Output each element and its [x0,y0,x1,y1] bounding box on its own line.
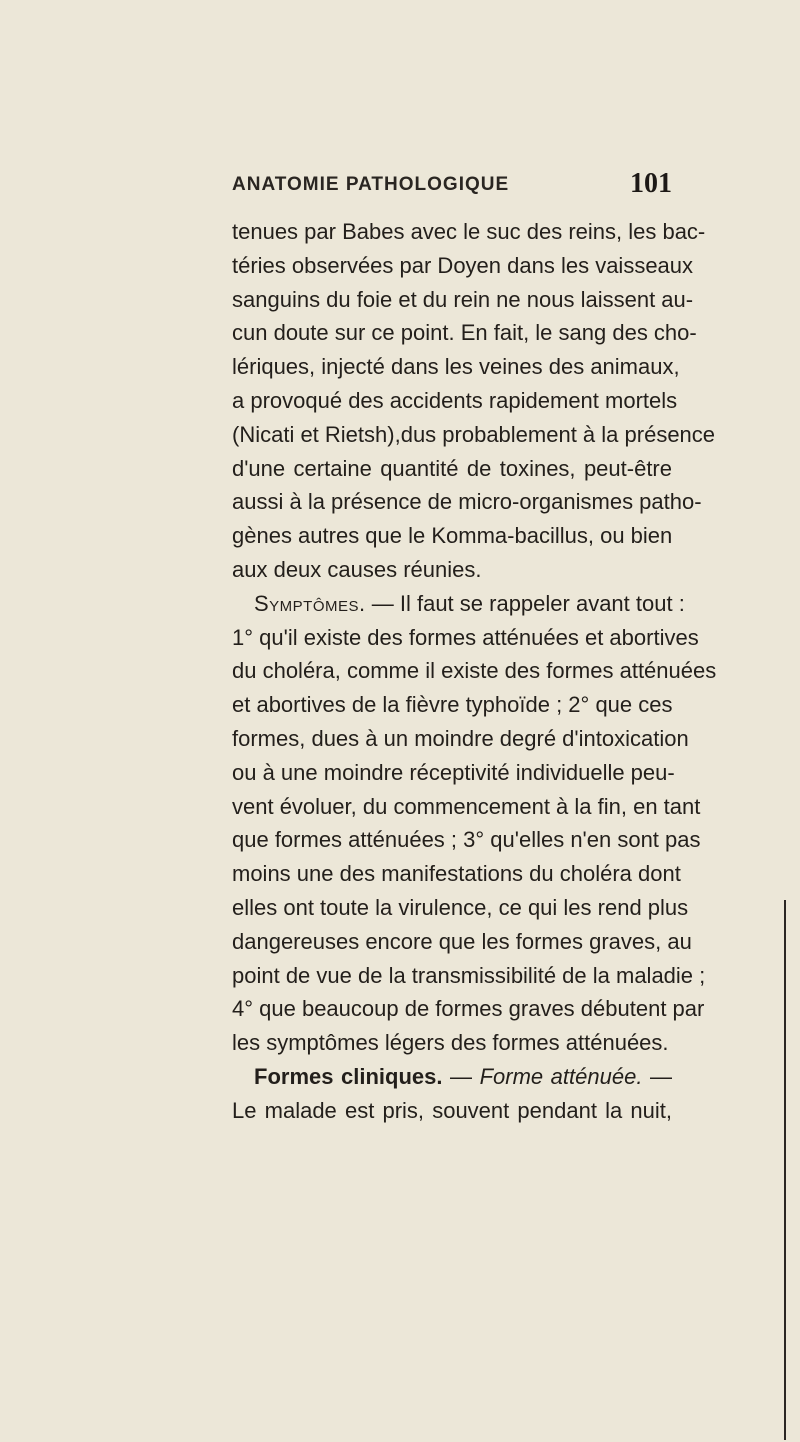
text-line: que formes atténuées ; 3° qu'elles n'en sont pas [232,827,701,853]
symptomes-first-line [232,587,685,621]
text-line: aux deux causes réunies. [232,556,482,582]
text-line: (Nicati et Rietsh),dus probablement à la présence [232,421,716,447]
text-line: d'une certaine quantité de toxines, peut-être [232,455,672,481]
text-line: dangereuses encore que les formes graves, au [232,928,692,954]
text-line: téries observées par Doyen dans les vaisseaux [232,252,694,278]
symptomes-intro: — Il faut se rappeler avant tout : [365,590,685,616]
formes-subheading: Forme atténuée. [479,1063,643,1089]
text-line: vent évoluer, du commencement à la fin, en tant [232,793,701,819]
page-header [232,168,672,202]
text-line: elles ont toute la virulence, ce qui les rend plus [232,894,689,920]
text-line: point de vue de la transmissibilité de la maladie ; [232,962,706,988]
body-text [232,215,717,1128]
symptomes-heading: Symptômes. [254,590,366,616]
text-line: aussi à la présence de micro-organismes patho- [232,489,702,515]
text-line: les symptômes légers des formes atténuées. [232,1030,669,1056]
text-line: tenues par Babes avec le suc des reins, les bac- [232,219,706,244]
text-line: et abortives de la fièvre typhoïde ; 2° que ces [232,692,673,718]
text-line: du choléra, comme il existe des formes atténuées [232,658,717,684]
running-head: ANATOMIE PATHOLOGIQUE [232,174,510,195]
formes-dash: — [442,1063,480,1089]
page-edge-shadow [784,900,786,1440]
page-number: 101 [630,168,672,199]
text-line: 4° que beaucoup de formes graves débutent par [232,996,705,1022]
formes-dash-2: — [642,1063,672,1089]
formes-heading-line [232,1060,672,1094]
text-line: ou à une moindre réceptivité individuelle peu- [232,759,675,785]
text-line: moins une des manifestations du choléra dont [232,861,681,887]
formes-heading: Formes cliniques. [254,1063,443,1089]
text-line: 1° qu'il existe des formes atténuées et abortives [232,624,699,650]
text-line: formes, dues à un moindre degré d'intoxication [232,725,689,751]
text-line: gènes autres que le Komma-bacillus, ou bien [232,523,673,549]
text-line: Le malade est pris, souvent pendant la nuit, [232,1097,672,1123]
text-line: cun doute sur ce point. En fait, le sang des cho- [232,320,697,346]
text-line: lériques, injecté dans les veines des animaux, [232,354,680,380]
text-line: sanguins du foie et du rein ne nous laissent au- [232,286,694,312]
text-line: a provoqué des accidents rapidement mortels [232,387,678,413]
